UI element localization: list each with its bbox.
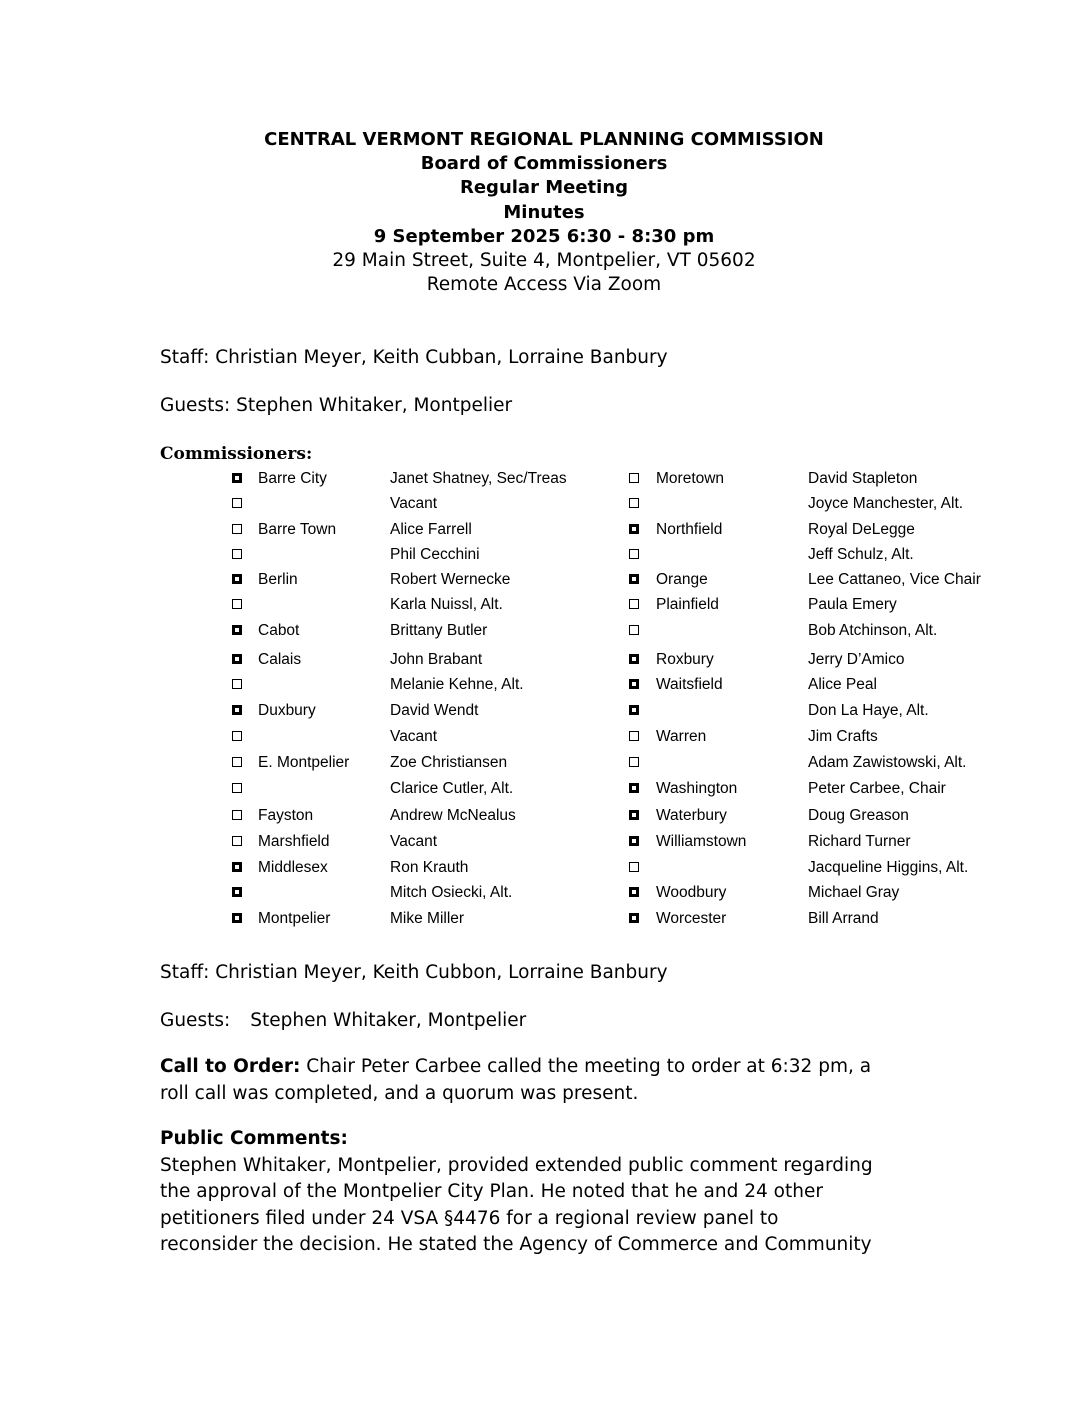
commissioners-heading: Commissioners: — [160, 444, 313, 464]
roster-member: Bob Atchinson, Alt. — [808, 622, 938, 639]
present-checkbox-empty-icon — [629, 549, 639, 559]
meeting-address: 29 Main Street, Suite 4, Montpelier, VT 05602 — [332, 250, 756, 272]
roster-row-right — [0, 700, 1088, 722]
meeting-datetime: 9 September 2025 6:30 - 8:30 pm — [373, 225, 715, 247]
roster-member: Jeff Schulz, Alt. — [808, 546, 914, 563]
roster-member: Alice Peal — [808, 676, 877, 693]
roster-town: Warren — [656, 728, 707, 745]
roster-town: Waterbury — [656, 807, 727, 824]
roster-town: Roxbury — [656, 651, 714, 668]
roster-town: Waitsfield — [656, 676, 723, 693]
roster-member: John Brabant — [390, 651, 483, 668]
meeting-type: Regular Meeting — [459, 177, 629, 199]
roster-town: Fayston — [258, 807, 314, 824]
public-comments-line-4: reconsider the decision. He stated the Agency of Commerce and Community — [160, 1234, 872, 1256]
present-checkbox-empty-icon — [629, 731, 639, 741]
roster-row-right — [0, 519, 1088, 541]
roster-member: Vacant — [390, 833, 438, 850]
roster-town: Middlesex — [258, 859, 328, 876]
roster-member: Royal DeLegge — [808, 521, 915, 538]
roster-row-right — [0, 493, 1088, 515]
present-checkbox-empty-icon — [629, 862, 639, 872]
call-to-order-line-2: roll call was completed, and a quorum was present. — [160, 1082, 639, 1104]
public-comments-section — [160, 1126, 940, 1259]
roster-member: Melanie Kehne, Alt. — [390, 676, 524, 693]
guests-names: Stephen Whitaker, Montpelier — [250, 1010, 527, 1031]
document-type: Minutes — [503, 201, 585, 223]
public-comments-line-1: Stephen Whitaker, Montpelier, provided extended public comment regarding — [160, 1154, 873, 1176]
roster-member: Karla Nuissl, Alt. — [390, 596, 503, 613]
roster-town: Washington — [656, 780, 738, 797]
present-checkbox-empty-icon — [629, 473, 639, 483]
present-checkbox-empty-icon — [629, 625, 639, 635]
roster-town: Montpelier — [258, 910, 331, 927]
roster-row-right — [0, 620, 1088, 642]
roster-member: Paula Emery — [808, 596, 897, 613]
roster-member: Michael Gray — [808, 884, 900, 901]
roster-member: Don La Haye, Alt. — [808, 702, 929, 719]
roster-row-right — [0, 726, 1088, 748]
roster-row-right — [0, 468, 1088, 490]
roster-row-right — [0, 594, 1088, 616]
roster-member: Brittany Butler — [390, 622, 488, 639]
roster-row-right — [0, 882, 1088, 904]
board-title: Board of Commissioners — [420, 153, 668, 175]
public-comments-line-2: the approval of the Montpelier City Plan. He noted that he and 24 other — [160, 1181, 823, 1203]
roster-town: Worcester — [656, 910, 727, 927]
roster-member: Jerry D’Amico — [808, 651, 905, 668]
roster-member: Lee Cattaneo, Vice Chair — [808, 571, 981, 588]
roster-member: Adam Zawistowski, Alt. — [808, 754, 967, 771]
remote-access-note: Remote Access Via Zoom — [426, 274, 662, 296]
roster-member: David Stapleton — [808, 470, 918, 487]
roster-member: Jacqueline Higgins, Alt. — [808, 859, 969, 876]
roster-town: Berlin — [258, 571, 298, 588]
present-checkbox-empty-icon — [629, 498, 639, 508]
guests-list-bottom — [160, 1008, 526, 1034]
present-checkbox-checked-icon — [629, 574, 639, 584]
roster-row-right — [0, 649, 1088, 671]
roster-row-right — [0, 857, 1088, 879]
roster-member: Janet Shatney, Sec/Treas — [390, 470, 567, 487]
present-checkbox-checked-icon — [629, 654, 639, 664]
present-checkbox-checked-icon — [629, 887, 639, 897]
roster-town: Barre Town — [258, 521, 337, 538]
roster-member: David Wendt — [390, 702, 479, 719]
public-comments-title: Public Comments: — [160, 1128, 348, 1149]
roster-member: Clarice Cutler, Alt. — [390, 780, 514, 797]
present-checkbox-checked-icon — [629, 783, 639, 793]
roster-town: E. Montpelier — [258, 754, 350, 771]
roster-member: Zoe Christiansen — [390, 754, 508, 771]
roster-town: Barre City — [258, 470, 327, 487]
roster-row-right — [0, 569, 1088, 591]
roster-row-right — [0, 831, 1088, 853]
present-checkbox-checked-icon — [629, 679, 639, 689]
roster-row-right — [0, 908, 1088, 930]
roster-town: Orange — [656, 571, 708, 588]
roster-row-right — [0, 778, 1088, 800]
call-to-order-section — [160, 1054, 940, 1107]
roster-row-right — [0, 544, 1088, 566]
roster-member: Vacant — [390, 495, 438, 512]
roster-town: Duxbury — [258, 702, 316, 719]
roster-town: Moretown — [656, 470, 725, 487]
call-to-order-line-1: Call to Order: Chair Peter Carbee called the meeting to order at 6:32 pm, a — [160, 1056, 872, 1077]
roster-town: Cabot — [258, 622, 300, 639]
present-checkbox-checked-icon — [629, 705, 639, 715]
roster-member: Richard Turner — [808, 833, 911, 850]
present-checkbox-checked-icon — [629, 836, 639, 846]
roster-member: Andrew McNealus — [390, 807, 516, 824]
roster-member: Phil Cecchini — [390, 546, 480, 563]
staff-list-top: Staff: Christian Meyer, Keith Cubban, Lorraine Banbury — [160, 347, 668, 368]
roster-row-right — [0, 674, 1088, 696]
roster-member: Robert Wernecke — [390, 571, 511, 588]
guests-label: Guests: — [160, 1010, 231, 1031]
roster-town: Marshfield — [258, 833, 330, 850]
roster-member: Alice Farrell — [390, 521, 472, 538]
roster-town: Woodbury — [656, 884, 727, 901]
staff-list-bottom: Staff: Christian Meyer, Keith Cubbon, Lorraine Banbury — [160, 962, 668, 983]
organization-title: CENTRAL VERMONT REGIONAL PLANNING COMMISSION — [264, 129, 824, 150]
roster-member: Peter Carbee, Chair — [808, 780, 946, 797]
roster-town: Northfield — [656, 521, 723, 538]
roster-member: Bill Arrand — [808, 910, 879, 927]
roster-town: Plainfield — [656, 596, 719, 613]
public-comments-line-3: petitioners filed under 24 VSA §4476 for a regional review panel to — [160, 1207, 779, 1229]
roster-row-right — [0, 752, 1088, 774]
roster-member: Ron Krauth — [390, 859, 469, 876]
roster-town: Williamstown — [656, 833, 747, 850]
roster-row-right — [0, 805, 1088, 827]
roster-member: Mitch Osiecki, Alt. — [390, 884, 513, 901]
roster-member: Joyce Manchester, Alt. — [808, 495, 964, 512]
call-to-order-title: Call to Order: — [160, 1056, 301, 1077]
present-checkbox-checked-icon — [629, 913, 639, 923]
document-header — [0, 128, 1088, 297]
guests-list-top: Guests: Stephen Whitaker, Montpelier — [160, 395, 513, 416]
roster-member: Doug Greason — [808, 807, 909, 824]
present-checkbox-empty-icon — [629, 757, 639, 767]
present-checkbox-checked-icon — [629, 524, 639, 534]
roster-member: Jim Crafts — [808, 728, 878, 745]
roster-member: Vacant — [390, 728, 438, 745]
roster-town: Calais — [258, 651, 302, 668]
present-checkbox-empty-icon — [629, 599, 639, 609]
roster-member: Mike Miller — [390, 910, 465, 927]
present-checkbox-checked-icon — [629, 810, 639, 820]
